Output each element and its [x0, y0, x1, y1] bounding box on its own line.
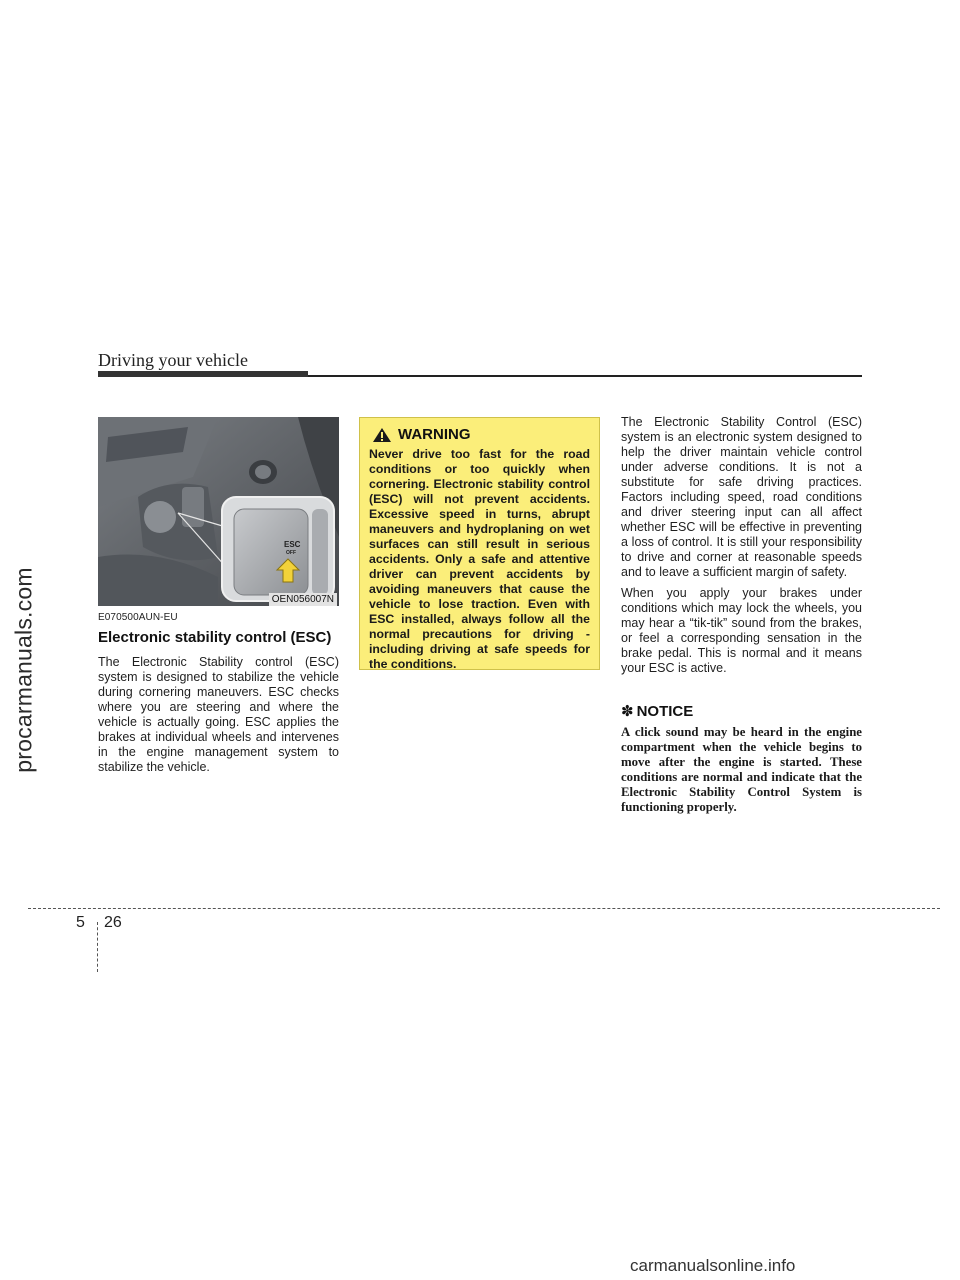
warning-header: [372, 426, 590, 443]
side-watermark-text: procarmanuals.com: [10, 567, 37, 773]
side-watermark: [2, 540, 46, 800]
notice-title: NOTICE: [636, 702, 694, 720]
esc-switch-illustration: [98, 417, 339, 606]
page-header-title: Driving your vehicle: [98, 350, 248, 370]
header-rule-accent: [98, 371, 308, 377]
esc-button-label-off: OFF: [286, 550, 296, 556]
warning-triangle-icon: [372, 427, 392, 443]
figure-caption: [98, 593, 339, 607]
bottom-watermark: carmanualsonline.info: [630, 1256, 796, 1275]
left-column: [98, 612, 339, 775]
warning-title: WARNING: [398, 426, 471, 443]
warning-text: Never drive too fast for the road conditions or too quickly when cornering. Electronic stability control (ESC) will not prevent accidents. Excessive speed in turns, abrupt maneuvers and hydroplaning on wet surfaces can still result in serious accidents. Only a safe and attentive driver can prevent accidents by avoiding maneuvers that cause the vehicle to lose traction. Even with ESC installed, always follow all the normal precautions for driving - including driving at safe speeds for the conditions.: [369, 447, 590, 671]
chapter-number: 5: [76, 914, 85, 931]
notice-star-icon: ✽: [621, 703, 634, 720]
footer-divider: [28, 908, 940, 909]
section-code: E070500AUN-EU: [98, 612, 178, 623]
page-number: 26: [104, 914, 122, 931]
warning-box: [359, 417, 600, 670]
esc-brake-sound: When you apply your brakes under conditions which may lock the wheels, you may hear a “tik-tik” sound from the brakes, or feel a corresponding sensation in the brake pedal. This is normal and it means your ESC is active.: [621, 586, 862, 675]
footer-vertical-divider: [97, 922, 98, 972]
notice-header: [621, 702, 862, 720]
esc-description: The Electronic Stability Control (ESC) system is an electronic system designed to help the driver maintain vehicle control under adverse conditions. It is not a substitute for safe driving practices. Factors including speed, road conditions and driver steering input can all affect whether ESC will be effective in preventing a loss of control. It is still your responsibility to drive and corner at reasonable speeds and to leave a sufficient margin of safety.: [621, 415, 862, 579]
figure-code: OEN056007N: [269, 593, 337, 606]
section-title: Electronic stability control (ESC): [98, 629, 332, 646]
esc-button-label: ESC: [284, 540, 301, 549]
notice-text: A click sound may be heard in the engine compartment when the vehicle begins to move after the engine is started. These conditions are normal and indicate that the Electronic Stability Control System is functioning properly.: [621, 725, 862, 814]
right-column: [621, 415, 862, 815]
section-body: The Electronic Stability control (ESC) system is designed to stabilize the vehicle during cornering maneuvers. ESC checks where you are steering and where the vehicle is actually going. ESC applies the brakes at individual wheels and intervenes in the engine management system to stabilize the vehicle.: [98, 655, 339, 774]
